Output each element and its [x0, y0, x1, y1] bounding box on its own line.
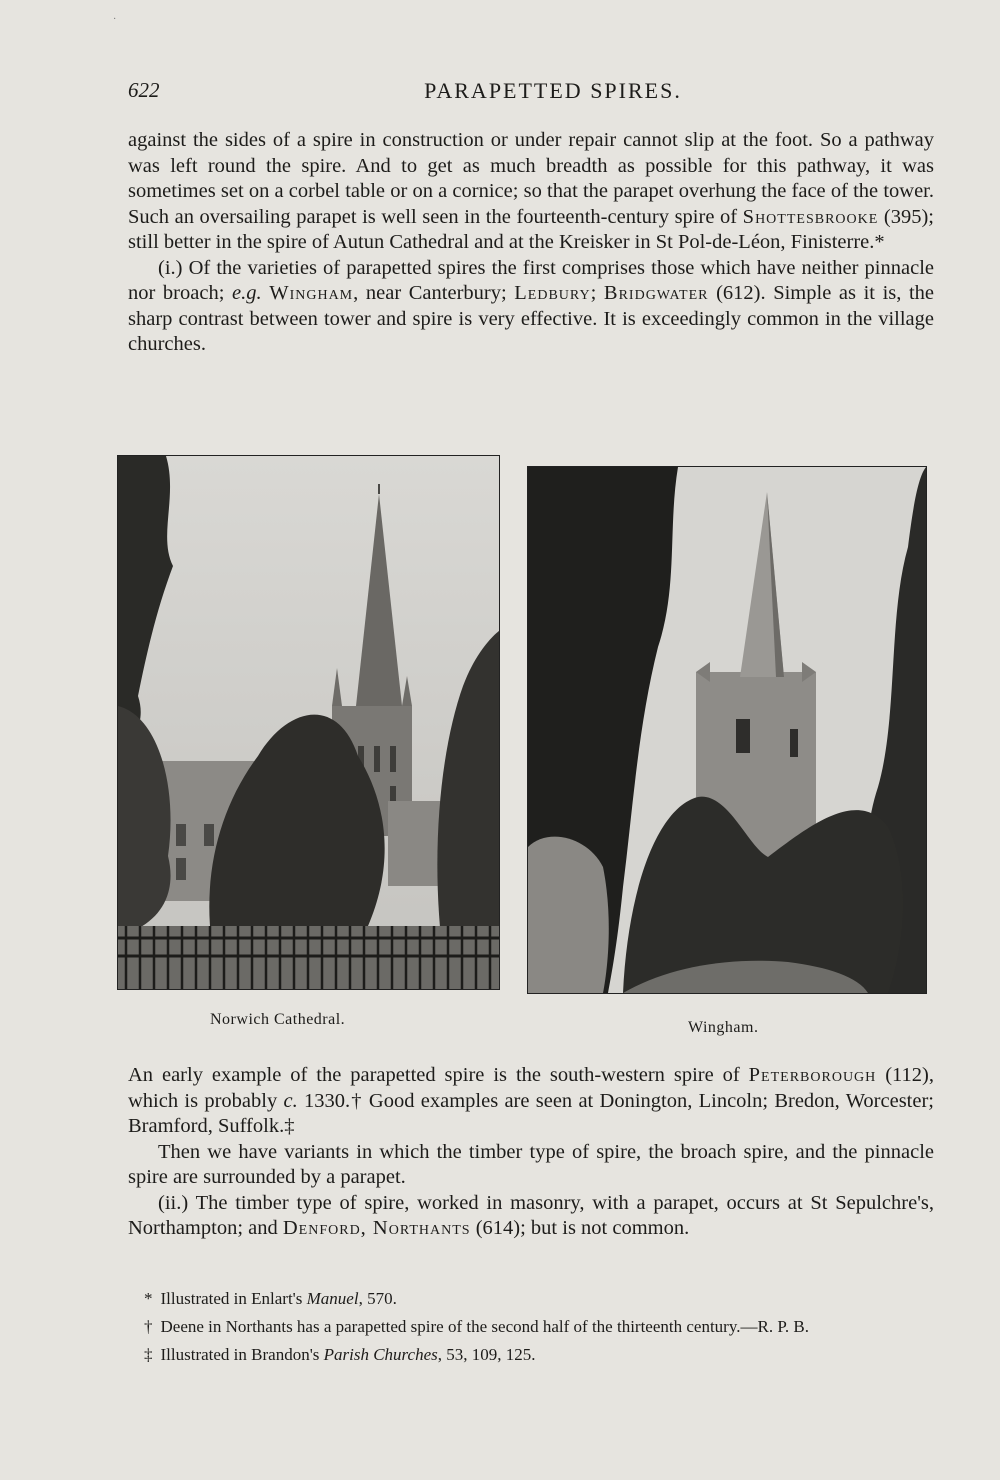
page-header	[128, 78, 938, 112]
norwich-cathedral-photo	[117, 455, 500, 990]
lower-body-text	[128, 1063, 934, 1242]
place-name: Denford, Northants	[282, 1217, 471, 1239]
footnote: * Illustrated in Enlart's Manuel, 570.	[144, 1289, 397, 1308]
place-name: Bridgwater	[603, 282, 709, 304]
figure-caption-right: Wingham.	[688, 1019, 759, 1036]
footnote: † Deene in Northants has a parapetted spire of the second half of the thirteenth century.—R. P. B.	[144, 1317, 809, 1336]
figure-caption-left: Norwich Cathedral.	[210, 1011, 346, 1028]
paragraph: An early example of the parapetted spire is the south-western spire of Peterborough (112), which is probably c. 1330.† Good examples are seen at Donington, Lincoln; Bredon, Worcester; Bramford, Suffolk.‡	[128, 1064, 934, 1137]
place-name: Peterborough	[748, 1064, 877, 1086]
page-number: 622	[128, 78, 160, 102]
place-name: Ledbury	[514, 282, 591, 304]
footnotes	[110, 1288, 920, 1372]
place-name: Shottesbrooke	[742, 205, 879, 228]
paragraph: Then we have variants in which the timber type of spire, the broach spire, and the pinnacle spire are surrounded by a parapet.	[128, 1140, 934, 1188]
paragraph: against the sides of a spire in construction or under repair cannot slip at the foot. So a pathway was left round the spire. And to get as much breadth as possible for this pathway, it was sometimes set on a corbel table or on a cornice; so that the parapet overhung the face of the tower. Such an oversailing parapet is well seen in the fourteenth-century spire of Shottesbrooke (395); still better in the spire of Autun Cathedral and at the Kreisker in St Pol-de-Léon, Finisterre.*	[128, 129, 934, 253]
upper-body-text	[128, 128, 934, 358]
place-name: Wingham	[269, 282, 354, 304]
paragraph: (i.) Of the varieties of parapetted spires the first comprises those which have neither pinnacle nor broach; e.g. Wingham, near Canterbury; Ledbury; Bridgwater (612). Simple as it is, the sharp contrast between tower and spire is very effective. It is exceedingly common in the village churches.	[128, 256, 935, 355]
running-title: PARAPETTED SPIRES.	[424, 78, 682, 103]
wingham-church-photo	[527, 466, 927, 994]
paragraph: (ii.) The timber type of spire, worked in masonry, with a parapet, occurs at St Sepulchre's, Northampton; and Denford, Northants (614); but is not common.	[128, 1191, 934, 1239]
footnote: ‡ Illustrated in Brandon's Parish Churches, 53, 109, 125.	[144, 1345, 536, 1364]
page-speck: ·	[113, 14, 117, 25]
